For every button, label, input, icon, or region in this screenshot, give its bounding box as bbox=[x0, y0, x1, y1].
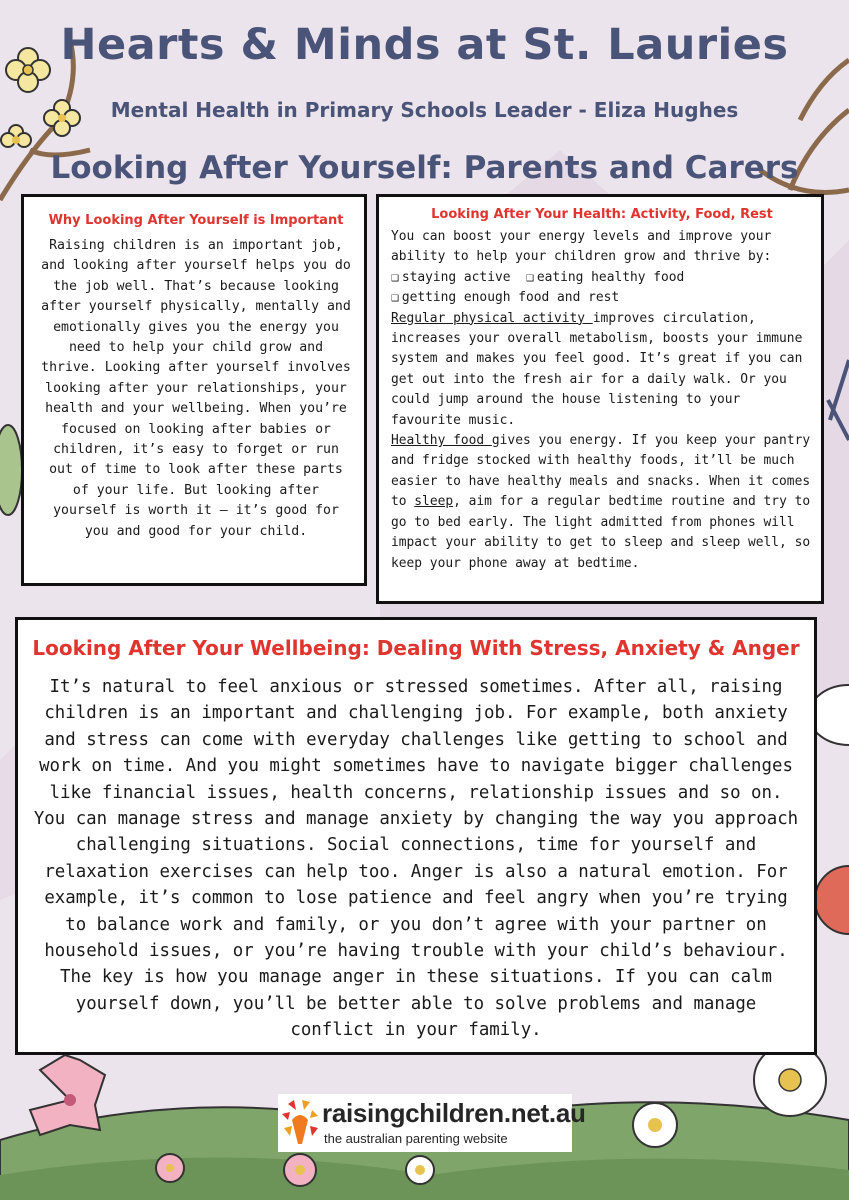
activity-label: Regular physical activity bbox=[391, 310, 593, 326]
pink-flower-icon bbox=[156, 1154, 184, 1182]
sleep-prefix: When it comes to bbox=[391, 473, 811, 510]
page-subtitle: Mental Health in Primary Schools Leader - Eliza Hughes bbox=[110, 98, 739, 122]
daisy-icon bbox=[633, 1103, 677, 1147]
wellbeing-box bbox=[15, 617, 817, 1055]
leaf-icon bbox=[0, 425, 22, 515]
checklist-item: staying active bbox=[401, 269, 511, 285]
why-box-heading: Why Looking After Yourself is Important bbox=[48, 213, 344, 228]
checkbox-icon: ❑ bbox=[391, 269, 399, 285]
daisy-icon bbox=[406, 1156, 434, 1184]
page-title: Hearts & Minds at St. Lauries bbox=[60, 20, 789, 70]
apple-icon bbox=[815, 866, 849, 934]
section-heading: Looking After Yourself: Parents and Carers bbox=[50, 150, 799, 186]
food-label: Healthy food bbox=[391, 433, 492, 449]
pink-flower-icon bbox=[30, 1055, 105, 1135]
checklist-item: eating healthy food bbox=[536, 269, 685, 285]
checklist-item: getting enough food and rest bbox=[401, 290, 620, 306]
health-box-heading: Looking After Your Health: Activity, Food, Rest bbox=[431, 207, 773, 222]
wellbeing-box-body: It’s natural to feel anxious or stressed sometimes. After all, raising children is an important and challenging job. For example, both anxiety and stress can come with everyday challenges like getting to school and work on time. And you might sometimes have to navigate bigger challenges like financial issues, health concerns, relationship issues and so on. You can manage stress and manage anxiety by changing the way you approach challenging situations. Social connections, time for yourself and relaxation exercises can help too. Anger is also a natural emotion. For example, it’s common to lose patience and feel angry when you’re trying to balance work and family, or you don’t agree with your partner on household issues, or you’re having trouble with your child’s behaviour. The key is how you manage anger in these situations. If you can calm yourself down, you’ll be better able to solve problems and manage conflict in your family. bbox=[33, 677, 799, 1041]
food-text: gives you energy. If you keep your pantry and fridge stocked with healthy foods, it’ll be much easier to have healthy meals and snacks. bbox=[391, 433, 811, 489]
sleep-text: , aim for a regular bedtime routine and try to go to bed early. The light admitted from phones will impact your ability to get to sleep and sleep well, so keep your phone away at bedtime. bbox=[391, 494, 811, 571]
why-looking-after-yourself-box bbox=[21, 194, 367, 586]
yellow-flower-icon bbox=[1, 125, 31, 147]
checkbox-icon: ❑ bbox=[391, 290, 399, 306]
logo-name: raisingchildren.net.au bbox=[322, 1098, 586, 1128]
health-box-text bbox=[391, 227, 813, 574]
logo-tagline: the australian parenting website bbox=[324, 1131, 508, 1146]
sleep-label: sleep bbox=[414, 494, 454, 510]
health-box bbox=[376, 194, 824, 604]
activity-text: improves circulation, increases your overall metabolism, boosts your immune system and makes you feel good. It’s great if you can get out into the fresh air for a daily walk. Or you could jump around the house listening to your favourite music. bbox=[391, 310, 803, 428]
checkbox-icon: ❑ bbox=[526, 269, 534, 285]
wellbeing-box-heading: Looking After Your Wellbeing: Dealing With Stress, Anxiety & Anger bbox=[32, 636, 800, 660]
health-intro: You can boost your energy levels and improve your ability to help your children grow and thrive by: bbox=[391, 229, 772, 265]
raisingchildren-logo[interactable] bbox=[278, 1094, 586, 1152]
why-box-body: Raising children is an important job, and looking after yourself helps you do the job well. That’s because looking after yourself physically, mentally and emotionally gives you the energy you need to help your child grow and thrive. Looking after yourself involves looking after your relationships, your health and your wellbeing. When you’re focused on looking after babies or children, it’s easy to forget or run out of time to look after these parts of your life. But looking after yourself is worth it – it’s good for you and good for your child. bbox=[41, 238, 351, 539]
sun-logo-icon bbox=[280, 1098, 320, 1146]
pink-flower-icon bbox=[284, 1154, 316, 1186]
